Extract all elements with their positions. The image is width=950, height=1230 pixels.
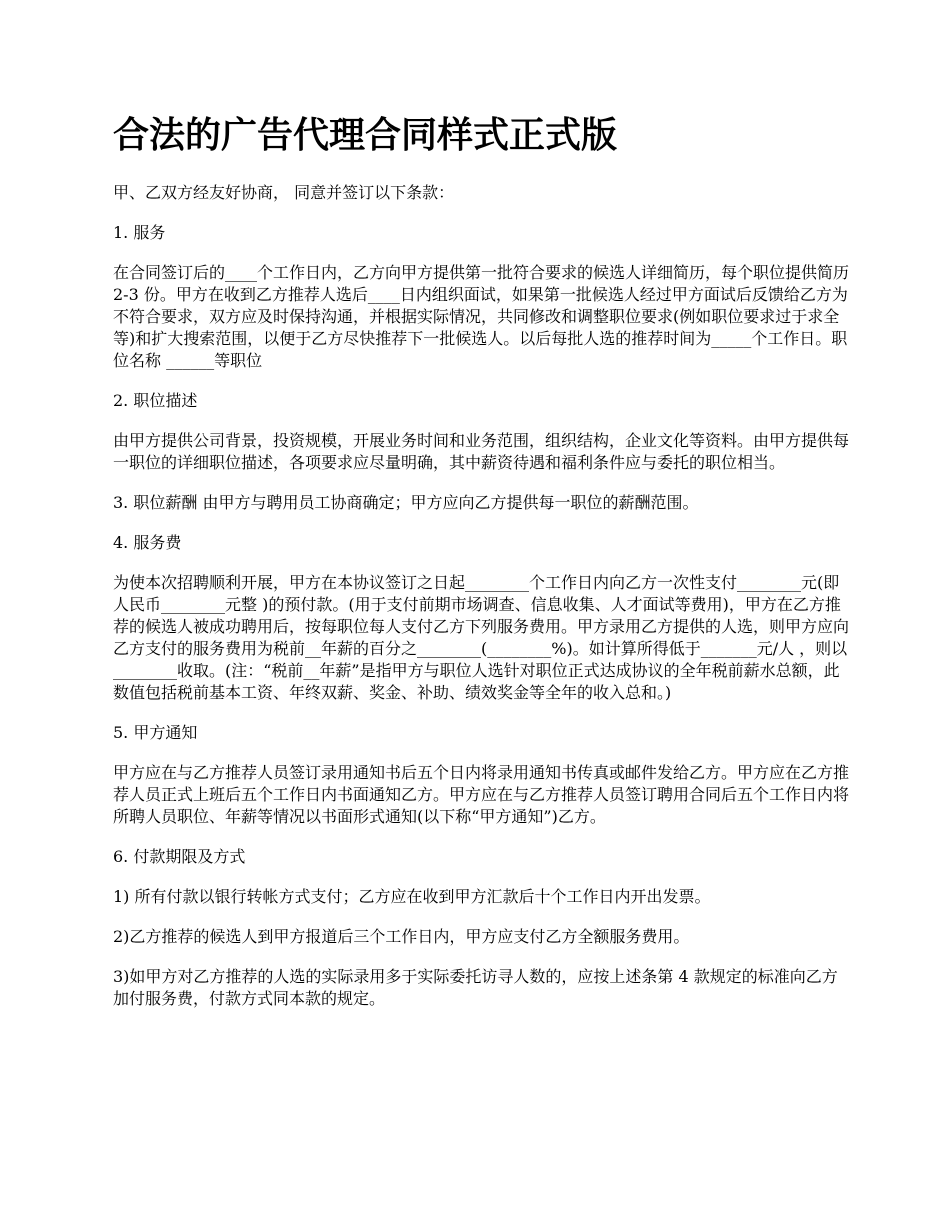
section-salary-paragraph: 3. 职位薪酬 由甲方与聘用员工协商确定；甲方应向乙方提供每一职位的薪酬范围。 — [113, 493, 699, 512]
intro-paragraph: 甲、乙双方经友好协商， 同意并签订以下条款： — [113, 183, 455, 202]
section-heading-party-a-notice: 5. 甲方通知 — [113, 723, 198, 742]
document-title: 合法的广告代理合同样式正式版 — [113, 115, 618, 156]
party-a-notice-paragraph: 甲方应在与乙方推荐人员签订录用通知书后五个日内将录用通知书传真或邮件发给乙方。甲方应在乙方推荐人员正式上班后五个工作日内书面通知乙方。甲方应在与乙方推荐人员签订聘用合同后五个工作日内将所聘人员职位、年薪等情况以书面形式通知(以下称“甲方通知”)乙方。 — [113, 763, 850, 826]
payment-item-1: 1) 所有付款以银行转帐方式支付；乙方应在收到甲方汇款后十个工作日内开出发票。 — [113, 887, 711, 906]
service-fee-paragraph: 为使本次招聘顺利开展，甲方在本协议签订之日起________个工作日内向乙方一次性支付________元(即人民币________元整 )的预付款。(用于支付前期市场调查、信息收集、人才面试等费用)，甲方在乙方推荐的候选人被成功聘用后，按每职位每人支付乙方下列服务费用。甲方录用乙方提供的人选，则甲方应向乙方支付的服务费用为税前__年薪的百分之________(________%)。如计算所得低于_______元/人 ，则以 ________收取。(注：“税前__年薪”是指甲方与职位人选针对职位正式达成协议的全年税前薪水总额，此数值包括税前基本工资、年终双薪、奖金、补助、绩效奖金等全年的收入总和。) — [113, 573, 850, 702]
section-heading-payment: 6. 付款期限及方式 — [113, 847, 246, 866]
job-description-paragraph: 由甲方提供公司背景，投资规模，开展业务时间和业务范围，组织结构，企业文化等资料。由甲方提供每一职位的详细职位描述，各项要求应尽量明确，其中薪资待遇和福利条件应与委托的职位相当。 — [113, 431, 850, 472]
service-paragraph: 在合同签订后的____个工作日内，乙方向甲方提供第一批符合要求的候选人详细简历，每个职位提供简历 2-3 份。甲方在收到乙方推荐人选后____日内组织面试，如果第一批候选人经过甲方面试后反馈给乙方为不符合要求，双方应及时保持沟通，并根据实际情况，共同修改和调整职位要求(例如职位要求过于求全等)和扩大搜索范围，以便于乙方尽快推荐下一批候选人。以后每批人选的推荐时间为_____个工作日。职位名称 ______等职位 — [113, 263, 850, 370]
document-page — [113, 110, 853, 1028]
payment-item-2: 2)乙方推荐的候选人到甲方报道后三个工作日内，甲方应支付乙方全额服务费用。 — [113, 927, 690, 946]
section-heading-service: 1. 服务 — [113, 223, 166, 242]
section-heading-job-description: 2. 职位描述 — [113, 391, 198, 410]
payment-item-3: 3)如甲方对乙方推荐的人选的实际录用多于实际委托访寻人数的，应按上述条第 4 款规定的标准向乙方加付服务费，付款方式同本款的规定。 — [113, 967, 838, 1008]
section-heading-service-fee: 4. 服务费 — [113, 533, 182, 552]
